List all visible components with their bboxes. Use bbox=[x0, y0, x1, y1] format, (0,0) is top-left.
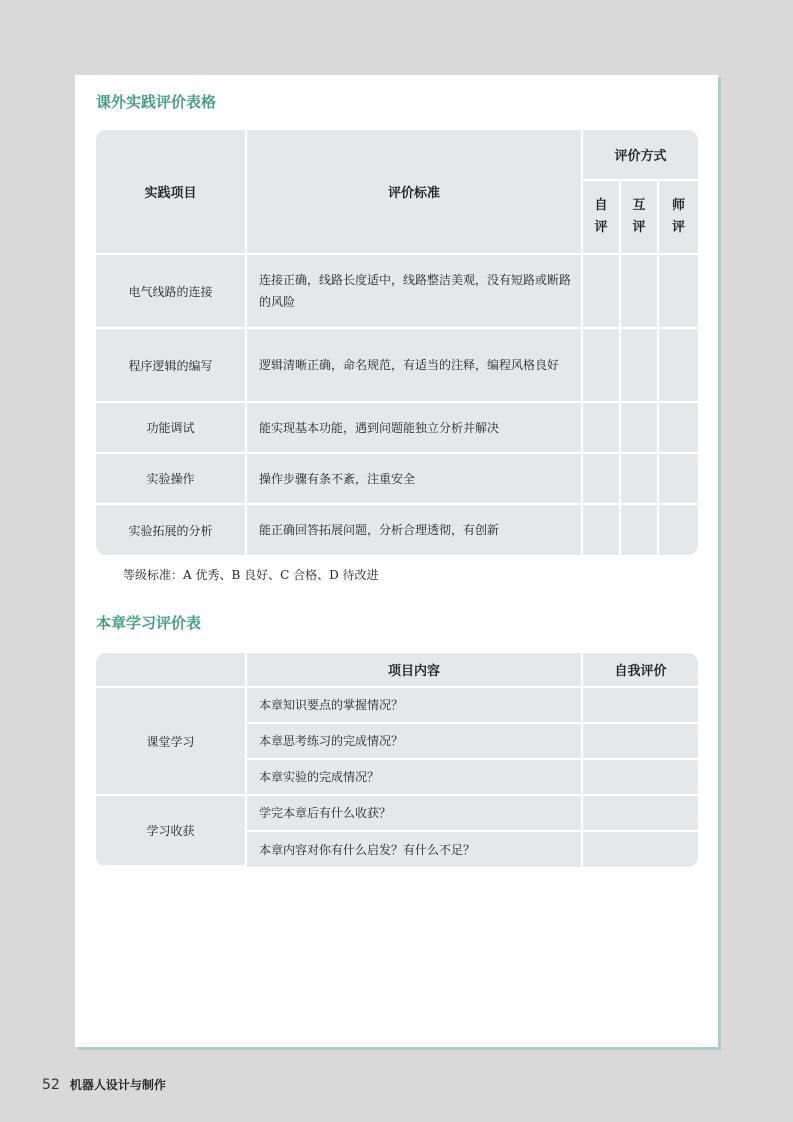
peer-eval-cell[interactable] bbox=[621, 329, 659, 403]
question-text: 本章实验的完成情况？ bbox=[247, 760, 583, 796]
practice-evaluation-table bbox=[96, 130, 698, 555]
table-row bbox=[96, 329, 698, 403]
page-number: 52 bbox=[42, 1077, 60, 1093]
row-criteria: 能正确回答拓展问题，分析合理透彻，有创新 bbox=[247, 505, 583, 555]
self-eval-cell[interactable] bbox=[583, 255, 621, 329]
page-footer bbox=[42, 1076, 166, 1093]
row-criteria: 连接正确，线路长度适中，线路整洁美观，没有短路或断路的风险 bbox=[247, 255, 583, 329]
book-title: 机器人设计与制作 bbox=[69, 1078, 166, 1092]
row-item: 实验拓展的分析 bbox=[96, 505, 247, 555]
chapter-evaluation-table bbox=[96, 653, 698, 867]
table-row bbox=[96, 255, 698, 329]
column-header-item: 实践项目 bbox=[96, 130, 247, 255]
column-header-method: 评价方式 bbox=[583, 130, 698, 181]
peer-eval-cell[interactable] bbox=[621, 505, 659, 555]
teacher-eval-cell[interactable] bbox=[659, 454, 698, 505]
self-eval-cell[interactable] bbox=[583, 403, 621, 454]
peer-eval-cell[interactable] bbox=[621, 403, 659, 454]
teacher-eval-cell[interactable] bbox=[659, 329, 698, 403]
practice-section-title: 课外实践评价表格 bbox=[96, 93, 217, 111]
table-header-row bbox=[96, 130, 698, 181]
column-header-self: 自 评 bbox=[583, 181, 621, 255]
column-header-empty bbox=[96, 653, 247, 688]
self-eval-cell[interactable] bbox=[583, 832, 698, 867]
row-item: 功能调试 bbox=[96, 403, 247, 454]
teacher-eval-cell[interactable] bbox=[659, 403, 698, 454]
chapter-section-title: 本章学习评价表 bbox=[96, 614, 202, 632]
row-item: 实验操作 bbox=[96, 454, 247, 505]
question-text: 本章知识要点的掌握情况？ bbox=[247, 688, 583, 724]
self-eval-cell[interactable] bbox=[583, 688, 698, 724]
table-row bbox=[96, 796, 698, 832]
self-eval-cell[interactable] bbox=[583, 796, 698, 832]
peer-eval-cell[interactable] bbox=[621, 255, 659, 329]
row-criteria: 能实现基本功能，遇到问题能独立分析并解决 bbox=[247, 403, 583, 454]
self-eval-cell[interactable] bbox=[583, 505, 621, 555]
page bbox=[75, 75, 718, 1047]
column-header-content: 项目内容 bbox=[247, 653, 583, 688]
table-row bbox=[96, 688, 698, 724]
row-criteria: 操作步骤有条不紊，注重安全 bbox=[247, 454, 583, 505]
grade-standard-note: 等级标准：A 优秀、B 良好、C 合格、D 待改进 bbox=[123, 568, 379, 582]
teacher-eval-cell[interactable] bbox=[659, 505, 698, 555]
column-header-teacher: 师 评 bbox=[659, 181, 698, 255]
teacher-eval-cell[interactable] bbox=[659, 255, 698, 329]
self-eval-cell[interactable] bbox=[583, 329, 621, 403]
column-header-peer: 互 评 bbox=[621, 181, 659, 255]
group-label: 课堂学习 bbox=[96, 688, 247, 796]
self-eval-cell[interactable] bbox=[583, 760, 698, 796]
table-header-row bbox=[96, 653, 698, 688]
peer-eval-cell[interactable] bbox=[621, 454, 659, 505]
row-criteria: 逻辑清晰正确，命名规范，有适当的注释，编程风格良好 bbox=[247, 329, 583, 403]
group-label: 学习收获 bbox=[96, 796, 247, 867]
column-header-self-eval: 自我评价 bbox=[583, 653, 698, 688]
question-text: 本章思考练习的完成情况？ bbox=[247, 724, 583, 760]
self-eval-cell[interactable] bbox=[583, 454, 621, 505]
table-row bbox=[96, 403, 698, 454]
question-text: 本章内容对你有什么启发？有什么不足？ bbox=[247, 832, 583, 867]
table-row bbox=[96, 505, 698, 555]
column-header-criteria: 评价标准 bbox=[247, 130, 583, 255]
row-item: 电气线路的连接 bbox=[96, 255, 247, 329]
row-item: 程序逻辑的编写 bbox=[96, 329, 247, 403]
table-row bbox=[96, 454, 698, 505]
question-text: 学完本章后有什么收获？ bbox=[247, 796, 583, 832]
self-eval-cell[interactable] bbox=[583, 724, 698, 760]
